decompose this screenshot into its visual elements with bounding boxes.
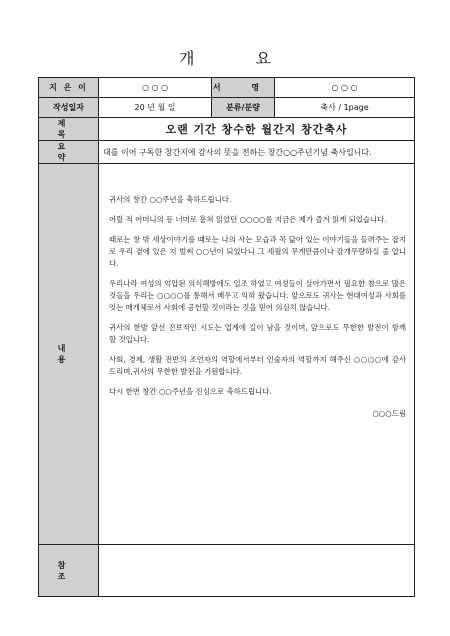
content-label: 내 용	[39, 164, 99, 545]
category-label: 분류/분량	[212, 98, 275, 118]
content-paragraph: 귀사의 한발 앞선 진보적인 시도는 업계에 길이 남을 것이며, 앞으로도 무한한 발전이 함께 할 것입니다.	[109, 323, 406, 344]
content-paragraph: 때로는 창 밖 세상이야기를 때로는 나의 사는 모습과 꼭 닮아 있는 이야기들을 들려주는 잡지로 우리 곁에 있은 지 벌써 ○○년이 되었다니 그 세월의 무게만큼이나 감개무량하실 줄 압니다.	[109, 235, 406, 268]
content-paragraph: 어릴 적 어머니의 등 너머로 훔쳐 읽었던 ○○○○를 지금은 제가 즐겨 읽게 되었습니다.	[109, 215, 387, 224]
author-value: ○ ○ ○	[99, 78, 212, 98]
reference-label: 참 조	[39, 545, 99, 597]
content-body	[99, 164, 415, 545]
subject-label: 제 목	[39, 118, 99, 141]
summary-value: 대를 이어 구독한 창간지에 감사의 뜻을 전하는 창간○○주년기념 축사입니다.	[99, 141, 415, 164]
summary-table	[38, 77, 415, 597]
date-value: 20 년 월 일	[99, 98, 212, 118]
subject-value: 오랜 기간 창수한 월간지 창간축사	[99, 118, 415, 141]
content-paragraph: 귀사의 창간 ○○주년을 축하드립니다.	[109, 195, 232, 204]
content-paragraph: 사회, 경제, 생활 전반의 조언자의 역할에서부터 인술자의 역할까지 해주신 ○○○○에 감사 드리며,귀사의 무한한 발전을 기원합니다.	[109, 355, 406, 376]
signature-label: 서 명	[212, 78, 275, 98]
date-label: 작성일자	[39, 98, 99, 118]
content-paragraph: 우리나라 여성의 억압된 의식해방에도 일조 하였고 여성들이 살아가면서 필요한 참으로 많은 것들을 우리는 ○○○○를 통해서 배우고 익혀 왔습니다. 앞으로도 귀사는 현대여성과 사회를 잇는 매개체로서 사회에 공헌할 것이라는 것을 믿어 의심치 않습니다.	[109, 279, 406, 312]
signature-value: ○ ○ ○	[275, 78, 415, 98]
reference-value	[99, 545, 415, 597]
author-label: 지 은 이	[39, 78, 99, 98]
category-value: 축사 / 1page	[275, 98, 415, 118]
summary-label: 요 약	[39, 141, 99, 164]
content-signature: ○○○드림	[372, 409, 406, 418]
document-title: 개 요	[179, 49, 299, 68]
content-paragraph: 다시 한번 창간 ○○주년을 진심으로 축하드립니다.	[109, 387, 272, 396]
